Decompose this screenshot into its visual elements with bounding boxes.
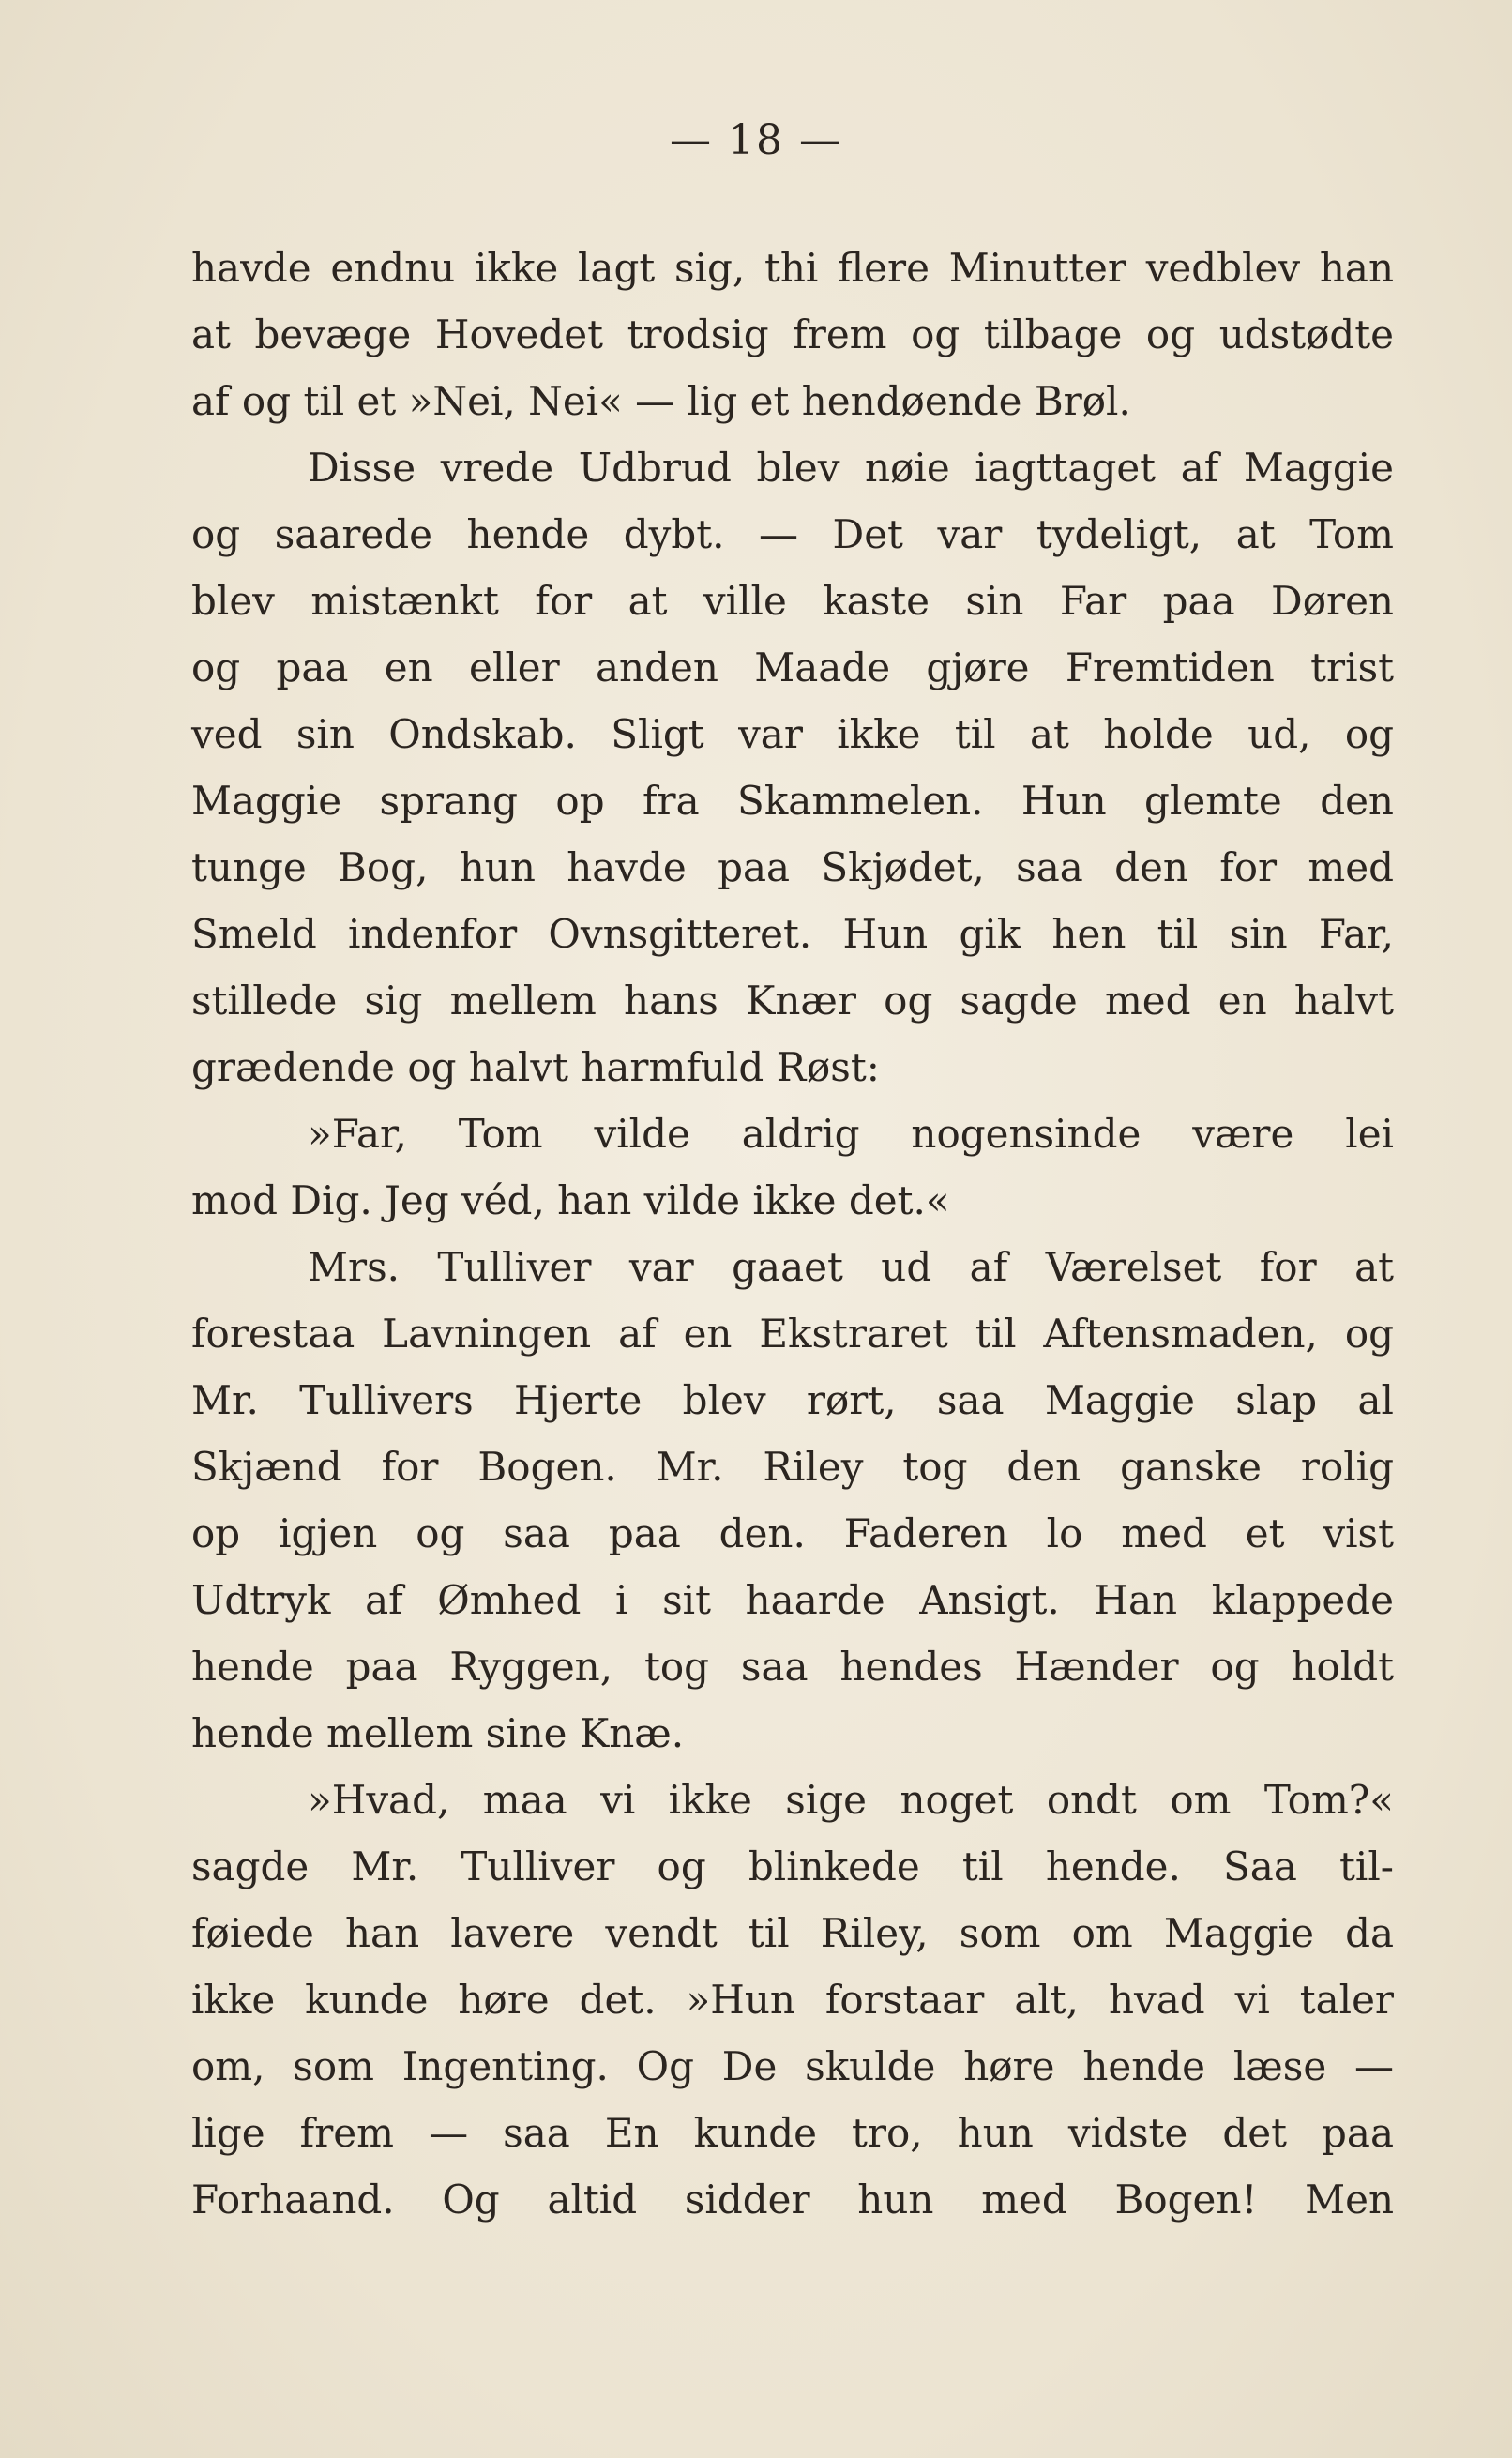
text-line: »Far, Tom vilde aldrig nogensinde være lei	[308, 1111, 1394, 1157]
text-line: og paa en eller anden Maade gjøre Fremtiden trist	[191, 645, 1394, 690]
page-number: — 18 —	[670, 116, 842, 164]
text-line: forestaa Lavningen af en Ekstraret til Aftensmaden, og	[191, 1311, 1394, 1357]
text-line: om, som Ingenting. Og De skulde høre hende læse —	[191, 2043, 1394, 2089]
text-line: og saarede hende dybt. — Det var tydeligt, at Tom	[191, 511, 1394, 557]
text-line: tunge Bog, hun havde paa Skjødet, saa den for med	[191, 844, 1394, 890]
text-line: hende mellem sine Knæ.	[191, 1710, 685, 1756]
text-line: lige frem — saa En kunde tro, hun vidste det paa	[191, 2110, 1394, 2156]
text-line: »Hvad, maa vi ikke sige noget ondt om Tom?«	[308, 1777, 1394, 1823]
text-line: føiede han lavere vendt til Riley, som om Maggie da	[191, 1910, 1394, 1956]
text-line: Forhaand. Og altid sidder hun med Bogen! Men	[191, 2177, 1394, 2223]
text-line: Disse vrede Udbrud blev nøie iagttaget af Maggie	[308, 445, 1394, 491]
text-line: grædende og halvt harmfuld Røst:	[191, 1044, 880, 1090]
text-line: at bevæge Hovedet trodsig frem og tilbage og udstødte	[191, 311, 1394, 357]
text-line: blev mistænkt for at ville kaste sin Far paa Døren	[191, 578, 1394, 624]
text-line: mod Dig. Jeg véd, han vilde ikke det.«	[191, 1177, 950, 1223]
text-line: havde endnu ikke lagt sig, thi flere Minutter vedblev han	[191, 245, 1394, 291]
text-line: sagde Mr. Tulliver og blinkede til hende. Saa til-	[191, 1844, 1394, 1889]
text-line: ikke kunde høre det. »Hun forstaar alt, hvad vi taler	[191, 1977, 1394, 2023]
text-line: ved sin Ondskab. Sligt var ikke til at holde ud, og	[191, 711, 1394, 757]
text-line: op igjen og saa paa den. Faderen lo med et vist	[191, 1510, 1394, 1556]
text-line: hende paa Ryggen, tog saa hendes Hænder og holdt	[191, 1644, 1394, 1690]
text-line: Maggie sprang op fra Skammelen. Hun glemte den	[191, 778, 1394, 824]
text-line: stillede sig mellem hans Knær og sagde med en halvt	[191, 978, 1394, 1024]
body-text	[191, 235, 1394, 2233]
text-line: Mrs. Tulliver var gaaet ud af Værelset for at	[308, 1244, 1394, 1290]
text-line: af og til et »Nei, Nei« — lig et hendøende Brøl.	[191, 378, 1131, 424]
text-line: Mr. Tullivers Hjerte blev rørt, saa Maggie slap al	[191, 1377, 1394, 1423]
text-line: Skjænd for Bogen. Mr. Riley tog den ganske rolig	[191, 1444, 1394, 1490]
text-line: Smeld indenfor Ovnsgitteret. Hun gik hen til sin Far,	[191, 911, 1394, 957]
text-line: Udtryk af Ømhed i sit haarde Ansigt. Han klappede	[191, 1577, 1394, 1623]
